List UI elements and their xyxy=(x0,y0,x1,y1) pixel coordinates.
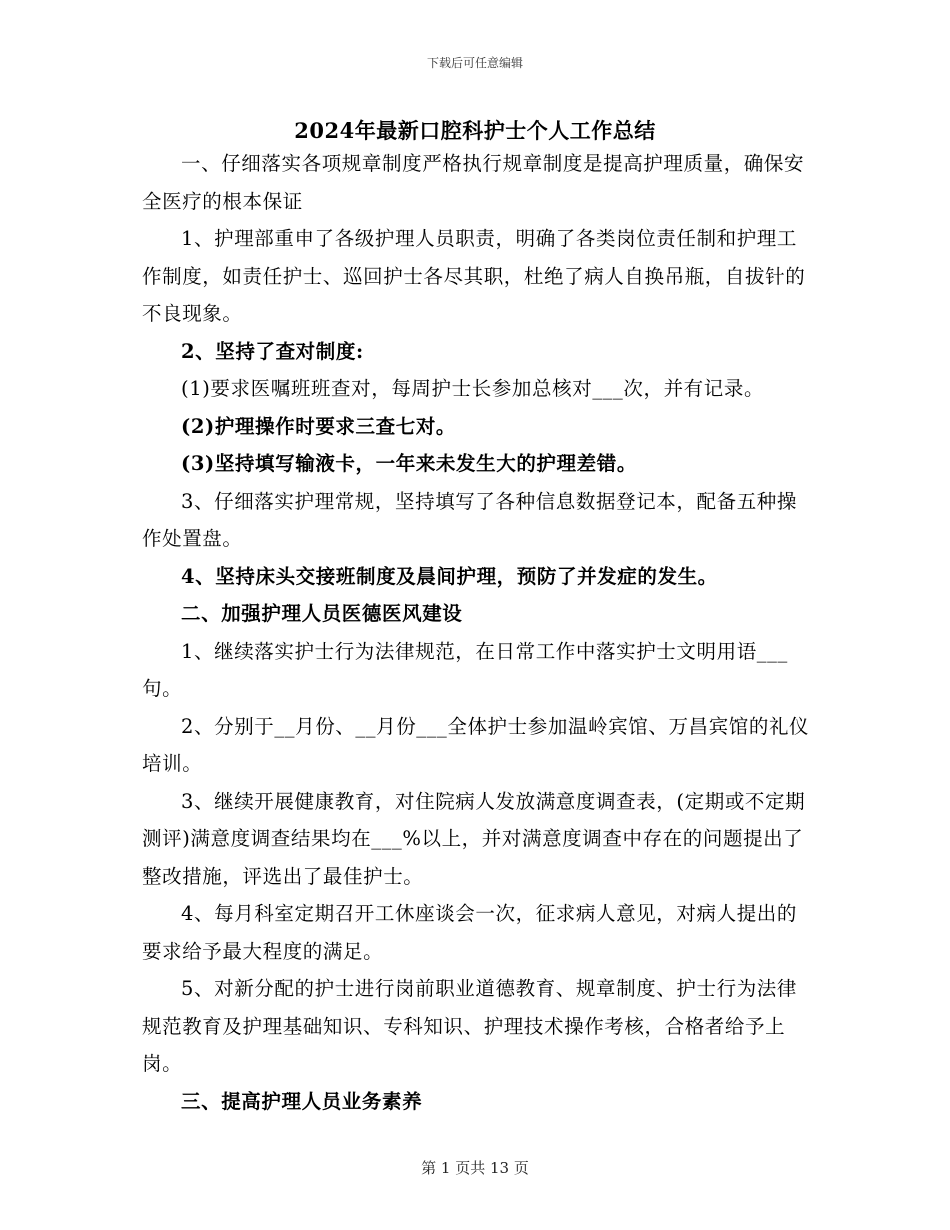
section-heading: 二、加强护理人员医德医风建设 xyxy=(181,602,463,625)
paragraph: 2、分别于__月份、__月份___全体护士参加温岭宾馆、万昌宾馆的礼仪培训。 xyxy=(142,714,810,775)
paragraph: (3)坚持填写输液卡，一年来未发生大的护理差错。 xyxy=(181,452,637,475)
document-body xyxy=(142,145,810,1120)
paragraph: (2)护理操作时要求三查七对。 xyxy=(181,414,457,438)
section-heading: 三、提高护理人员业务素养 xyxy=(181,1089,423,1113)
paragraph: 2、坚持了查对制度: xyxy=(181,339,364,363)
paragraph: 4、坚持床头交接班制度及晨间护理，预防了并发症的发生。 xyxy=(181,564,718,588)
paragraph: 5、对新分配的护士进行岗前职业道德教育、规章制度、护士行为法律规范教育及护理基础知识、专科知识、护理技术操作考核，合格者给予上岗。 xyxy=(142,977,798,1075)
paragraph: 1、继续落实护士行为法律规范，在日常工作中落实护士文明用语___句。 xyxy=(142,639,788,700)
paragraph: 3、继续开展健康教育，对住院病人发放满意度调查表，(定期或不定期测评)满意度调查结果均在___%以上，并对满意度调查中存在的问题提出了整改措施，评选出了最佳护士。 xyxy=(142,789,806,888)
paragraph: 1、护理部重申了各级护理人员职责，明确了各类岗位责任制和护理工作制度，如责任护士、巡回护士各尽其职，杜绝了病人自换吊瓶，自拔针的不良现象。 xyxy=(142,227,806,325)
page-footer: 第 1 页共 13 页 xyxy=(421,1159,529,1177)
paragraph: 一、仔细落实各项规章制度严格执行规章制度是提高护理质量，确保安全医疗的根本保证 xyxy=(142,152,805,213)
document-title: 2024年最新口腔科护士个人工作总结 xyxy=(294,118,656,143)
paragraph: (1)要求医嘱班班查对，每周护士长参加总核对___次，并有记录。 xyxy=(181,377,765,400)
paragraph: 3、仔细落实护理常规，坚持填写了各种信息数据登记本，配备五种操作处置盘。 xyxy=(142,489,798,550)
header-note: 下载后可任意编辑 xyxy=(426,56,523,70)
paragraph: 4、每月科室定期召开工休座谈会一次，征求病人意见，对病人提出的要求给予最大程度的满足。 xyxy=(142,902,798,963)
